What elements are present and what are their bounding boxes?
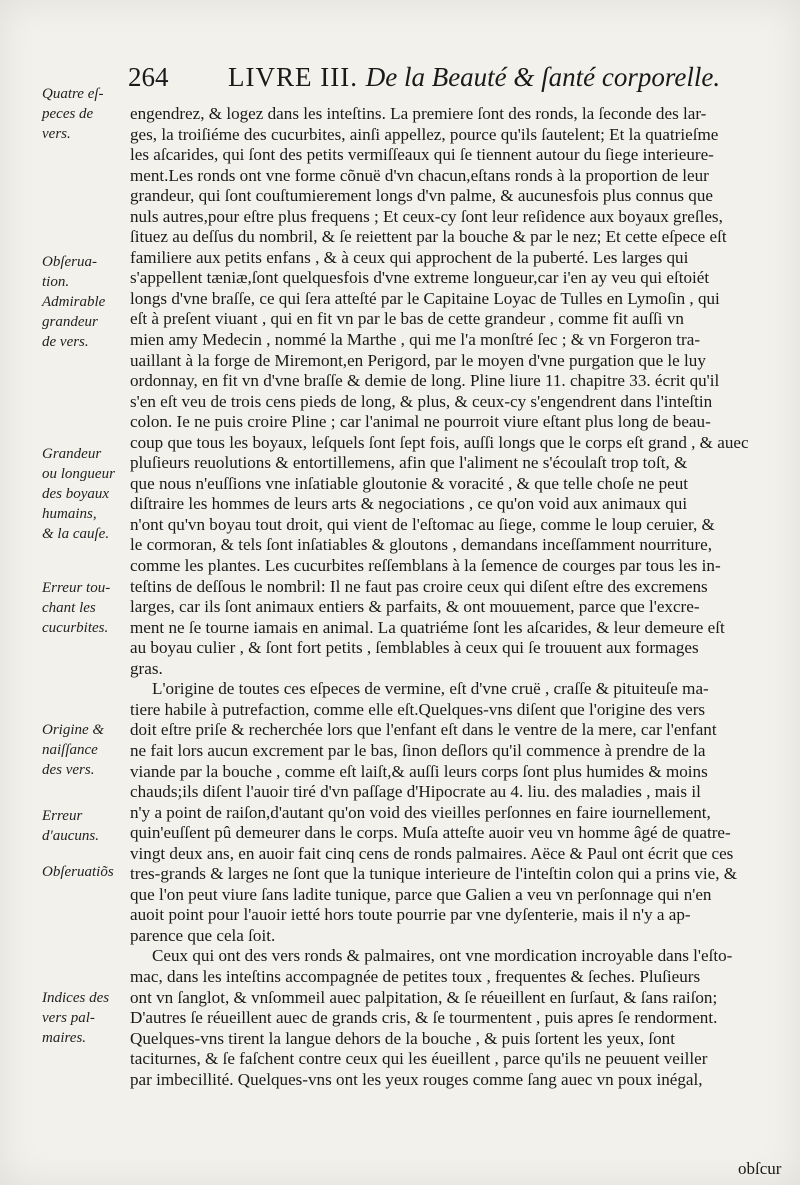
text-line: larges, car ils ſont animaux entiers & parfaits, & ont mouuement, parce que l'excre-	[130, 597, 700, 617]
margin-note: Obſeruatiõs	[42, 864, 114, 880]
text-line: eſt à preſent viuant , qui en fit vn par le bas de cette grandeur , comme fit auſſi vn	[130, 309, 684, 329]
text-line: auoit point pour l'auoir ietté hors toute pourrie par vne dyſenterie, mais il n'y a ap-	[130, 905, 691, 925]
text-line: longs d'vne braſſe, ce qui ſera atteſté par le Capitaine Loyac de Tulles en Lymoſin , qui	[130, 288, 720, 308]
page-number: 264	[128, 62, 169, 92]
text-line: ne fait lors aucun excrement par le bas, ſinon deſlors qu'il commence à prendre de la	[130, 740, 706, 760]
text-line: colon. Ie ne puis croire Pline ; car l'animal ne pourroit viure eſtant plus long de beau-	[130, 412, 711, 432]
text-line: teſtins de deſſous le nombril: Il ne faut pas croire ceux qui diſent eſtre des excremens	[130, 576, 708, 596]
book-label: LIVRE III.	[228, 62, 358, 92]
text-line: par imbecillité. Quelques-vns ont les yeux rouges comme ſang auec vn poux inégal,	[130, 1069, 703, 1089]
text-line: ges, la troiſiéme des cucurbites, ainſi appellez, pource qu'ils ſautelent; Et la quatrieſme	[130, 124, 719, 144]
text-line: uaillant à la forge de Miremont,en Perigord, par le moyen d'vne purgation que le luy	[130, 350, 706, 370]
text-line: mac, dans les inteſtins accompagnée de petites toux , frequentes & ſeches. Pluſieurs	[130, 966, 701, 986]
text-line: comme les plantes. Les cucurbites reſſemblans à la ſemence de courges par tous les in-	[130, 556, 721, 576]
margin-note: Indices des vers pal- maires.	[42, 990, 110, 1046]
text-line: ment ne ſe tourne iamais en animal. La quatriéme ſont les aſcarides, & leur demeure eſt	[130, 617, 725, 637]
text-line: le cormoran, & tels ſont inſatiables & gloutons , demandans inceſſamment nourriture,	[130, 535, 712, 555]
text-line: D'autres ſe réueillent auec de grands cris, & ſe tourmentent , puis apres ſe rendorment.	[130, 1008, 718, 1028]
text-line: nuls autres,pour eſtre plus frequens ; Et ceux-cy ſont leur reſidence aux boyaux greſles,	[130, 206, 723, 226]
text-line: parence que cela ſoit.	[130, 925, 276, 945]
body-text	[130, 104, 790, 1090]
running-head	[228, 62, 720, 93]
margin-note: Quatre eſ- peces de vers.	[42, 86, 104, 142]
text-line: L'origine de toutes ces eſpeces de vermine, eſt d'vne cruë , craſſe & pituiteuſe ma-	[152, 679, 709, 699]
running-subtitle: De la Beauté & ſanté corporelle.	[365, 62, 721, 92]
text-line: doit eſtre priſe & recherchée lors que l'enfant eſt dans le ventre de la mere, car l'enfant	[130, 720, 717, 740]
text-line: Ceux qui ont des vers ronds & palmaires, ont vne mordication incroyable dans l'eſto-	[152, 946, 733, 966]
text-line: taciturnes, & ſe faſchent contre ceux qui les éueillent , parce qu'ils ne peuuent veiller	[130, 1049, 708, 1069]
margin-note: Erreur d'aucuns.	[42, 808, 99, 844]
text-line: pluſieurs reuolutions & entortillemens, afin que l'aliment ne s'écoulaſt trop toſt, &	[130, 453, 688, 473]
text-line: tres-grands & larges ne ſont que la tunique interieure de l'inteſtin colon qui a prins vie, &	[130, 864, 738, 884]
text-line: diſtraire les hommes de leurs arts & negociations , ce qu'on void aux animaux qui	[130, 494, 688, 514]
catchword: obſcur	[738, 1159, 782, 1178]
text-line: ment.Les ronds ont vne forme cõnuë d'vn chacun,eſtans ronds à la proportion de leur	[130, 165, 709, 185]
text-line: Quelques-vns tirent la langue dehors de la bouche , & puis ſortent les yeux, ſont	[130, 1028, 675, 1048]
text-line: n'ont qu'vn boyau tout droit, qui vient de l'eſtomac au ſiege, comme le loup ceruier, &	[130, 514, 715, 534]
running-header	[128, 62, 788, 98]
text-line: ſituez au deſſus du nombril, & ſe reiettent par la bouche & par le nez; Et cette eſpece eſt	[130, 227, 727, 247]
text-line: familiere aux petits enfans , & à ceux qui approchent de la puberté. Les larges qui	[130, 247, 689, 267]
text-line: engendrez, & logez dans les inteſtins. La premiere ſont des ronds, la ſeconde des lar-	[130, 104, 707, 123]
text-line: n'y a point de raiſon,d'autant qu'on void des vieilles perſonnes en faire iournellement,	[130, 802, 711, 822]
margin-note: Obſerua- tion. Admirable grandeur de vers.	[42, 254, 106, 350]
text-line: s'appellent tæniæ,ſont quelquesfois d'vne extreme longueur,car i'en ay veu qui eſtoiét	[130, 268, 710, 288]
text-line: que l'on peut viure ſans ladite tunique, parce que Galien a veu vn perſonnage qui n'en	[130, 884, 712, 904]
text-line: que nous n'euſſions vne inſatiable gloutonie & voracité , & que telle choſe ne peut	[130, 473, 689, 493]
text-line: ont vn ſanglot, & vnſommeil auec palpitation, & ſe réueillent en ſurſaut, & ſans raiſon;	[130, 987, 718, 1007]
text-line: grandeur, qui ſont couſtumierement longs d'vn palme, & aucunesfois plus connus que	[130, 186, 713, 206]
text-line: quin'euſſent pû demeurer dans le corps. Muſa atteſte auoir veu vn homme âgé de quatre-	[130, 823, 731, 843]
text-line: les aſcarides, qui ſont des petits vermiſſeaux qui ſe tiennent autour du ſiege interieure-	[130, 145, 714, 165]
text-line: vingt deux ans, en auoir fait cinq cens de ronds palmaires. Aëce & Paul ont écrit que ces	[130, 843, 734, 863]
margin-note: Erreur tou- chant les cucurbites.	[42, 580, 111, 636]
text-line: au boyau culier , & ſont fort petits , ſemblables à ceux qui ſe trouuent aux formages	[130, 638, 699, 658]
text-line: gras.	[130, 658, 163, 678]
text-line: ordonnay, en fit vn d'vne braſſe & demie de long. Pline liure 11. chapitre 33. écrit qu'il	[130, 371, 720, 391]
text-line: coup que tous les boyaux, leſquels ſont ſept fois, auſſi longs que le corps eſt grand , & auec	[130, 432, 749, 452]
text-line: tiere habile à putrefaction, comme elle eſt.Quelques-vns diſent que l'origine des vers	[130, 699, 706, 719]
text-line: chauds;ils diſent l'auoir tiré d'vn paſſage d'Hipocrate au 4. liu. des maladies , mais il	[130, 782, 701, 802]
text-line: s'en eſt veu de trois cens pieds de long, & plus, & ceux-cy s'engendrent dans l'inteſtin	[130, 391, 713, 411]
text-line: mien amy Medecin , nommé la Marthe , qui me l'a monſtré ſec ; & vn Forgeron tra-	[130, 330, 701, 350]
text-line: viande par la bouche , comme eſt laiſt,& auſſi leurs corps ſont plus humides & moins	[130, 761, 708, 781]
margin-note: Grandeur ou longueur des boyaux humains, & la cauſe.	[42, 446, 115, 542]
margin-note: Origine & naiſſance des vers.	[42, 722, 105, 778]
